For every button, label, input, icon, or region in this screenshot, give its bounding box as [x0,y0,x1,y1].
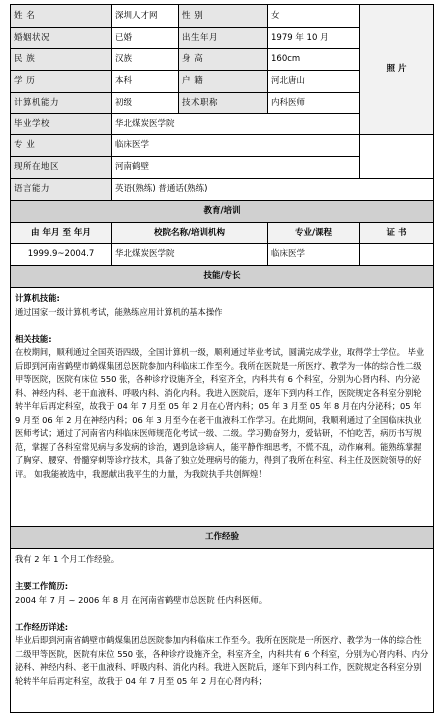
edu-col-date: 由 年月 至 年月 [11,223,112,244]
height-value: 160cm [268,49,360,71]
photo-placeholder: 照 片 [360,5,434,135]
height-label: 身 高 [179,49,268,71]
resume-table [10,4,434,713]
gender-value: 女 [268,5,360,28]
related-skill-title: 相关技能: [15,333,52,344]
edu-col-major: 专业/课程 [268,223,360,244]
edu-col-cert: 证 书 [360,223,434,244]
work-main-text: 2004 年 7 月 ~ 2006 年 8 月 在河南省鹤壁市总医院 任内科医师。 [15,594,268,605]
language-value: 英语(熟练) 普通话(熟练) [112,179,434,201]
ethnic-value: 汉族 [112,49,179,71]
school-value: 华北煤炭医学院 [112,114,360,135]
work-years-text: 我有 2 年 1 个月工作经验。 [15,554,120,564]
related-skill-text: 在校期间，顺利通过全国英语四级，全国计算机一级，顺利通过毕业考试，圆满完成学业，取得学士学位。 毕业后即到河南省鹤壁市鹤煤集团总医院参加内科临床工作至今。我所在医院是一所医疗、教学为一体的综合性二级甲等医院，医院有床位 550 张，各种诊疗设施齐全，科室齐全，内科共有 6 个科室，分别为心肾内科、内分泌科、神经内科、老干血液科、呼吸内科、消化内科。我进入医院后，逐年下到内科工作，医院规定各科室分别轮转半年后再定科室，故我于 04 年 7 月至 05 年 2 月在心肾内科；05 年 3 月至 05 年 8 月在内分泌科；05 年 9 月至 06 年 2 月在神经内科；06 年 3 月至今在老干血液科工作学习。在此期间，我顺利通过了全国临床执业医师考试；通过了河南省内科临床医师规范化考试一级、二级。学习勤奋努力，爱钻研，不怕吃苦，病历书写规范，掌握了各科室常见病与多发病的诊治，遇到急诊病人，能平静作细思考，不慌不乱，动作麻利。能熟练掌握了胸穿、腰穿、骨髓穿刺等诊疗技术，具备了独立处理病号的能力，得到了我所在科室、科主任及医院领导的好评。 如我能被选中，我愿献出我平生的力量，为我院执手共创辉煌！ [15,347,425,479]
language-label: 语言能力 [11,179,112,201]
name-label: 姓 名 [11,5,112,28]
computer-value: 初级 [112,93,179,114]
skills-content [11,288,434,527]
photo-blank [360,135,434,179]
region-label: 现所在地区 [11,157,112,179]
computer-label: 计算机能力 [11,93,112,114]
major-label: 专 业 [11,135,112,157]
hukou-label: 户 籍 [179,71,268,93]
work-section-header: 工作经验 [11,527,434,549]
education-section-header: 教育/培训 [11,201,434,223]
work-desc-text: 毕业后即到河南省鹤壁市鹤煤集团总医院参加内科临床工作至今。我所在医院是一所医疗、教学为一体的综合性二级甲等医院，医院有床位 550 张，各种诊疗设施齐全，科室齐全，内科共有 6 个科室，分别为心肾内科、内分泌科、神经内科、老干血液科、呼吸内科、消化内科。我进入医院后，逐年下到内科工作，医院规定各科室分别轮转半年后再定科室，故我于 04 年 7 月至 05 年 2 月在心肾内科； [15,635,429,686]
title-value: 内科医师 [268,93,360,114]
computer-skill-title: 计算机技能: [15,293,60,303]
ethnic-label: 民 族 [11,49,112,71]
edu-row-school: 华北煤炭医学院 [112,244,268,266]
education-label: 学 历 [11,71,112,93]
marital-value: 已婚 [112,28,179,49]
work-content [11,549,434,713]
major-value: 临床医学 [112,135,360,157]
computer-skill-text: 通过国家一级计算机考试，能熟练应用计算机的基本操作 [15,306,223,317]
marital-label: 婚姻状况 [11,28,112,49]
hukou-value: 河北唐山 [268,71,360,93]
birth-value: 1979 年 10 月 [268,28,360,49]
edu-row-date: 1999.9~2004.7 [11,244,112,266]
edu-row-major: 临床医学 [268,244,360,266]
school-label: 毕业学校 [11,114,112,135]
birth-label: 出生年月 [179,28,268,49]
gender-label: 性 别 [179,5,268,28]
work-desc-title: 工作经历详述: [15,621,69,632]
work-main-title: 主要工作简历: [15,581,69,591]
edu-row-cert [360,244,434,266]
name-value: 深圳人才网 [112,5,179,28]
skills-section-header: 技能/专长 [11,266,434,288]
region-value: 河南鹤壁 [112,157,360,179]
education-value: 本科 [112,71,179,93]
edu-col-school: 校院名称/培训机构 [112,223,268,244]
title-label: 技术职称 [179,93,268,114]
